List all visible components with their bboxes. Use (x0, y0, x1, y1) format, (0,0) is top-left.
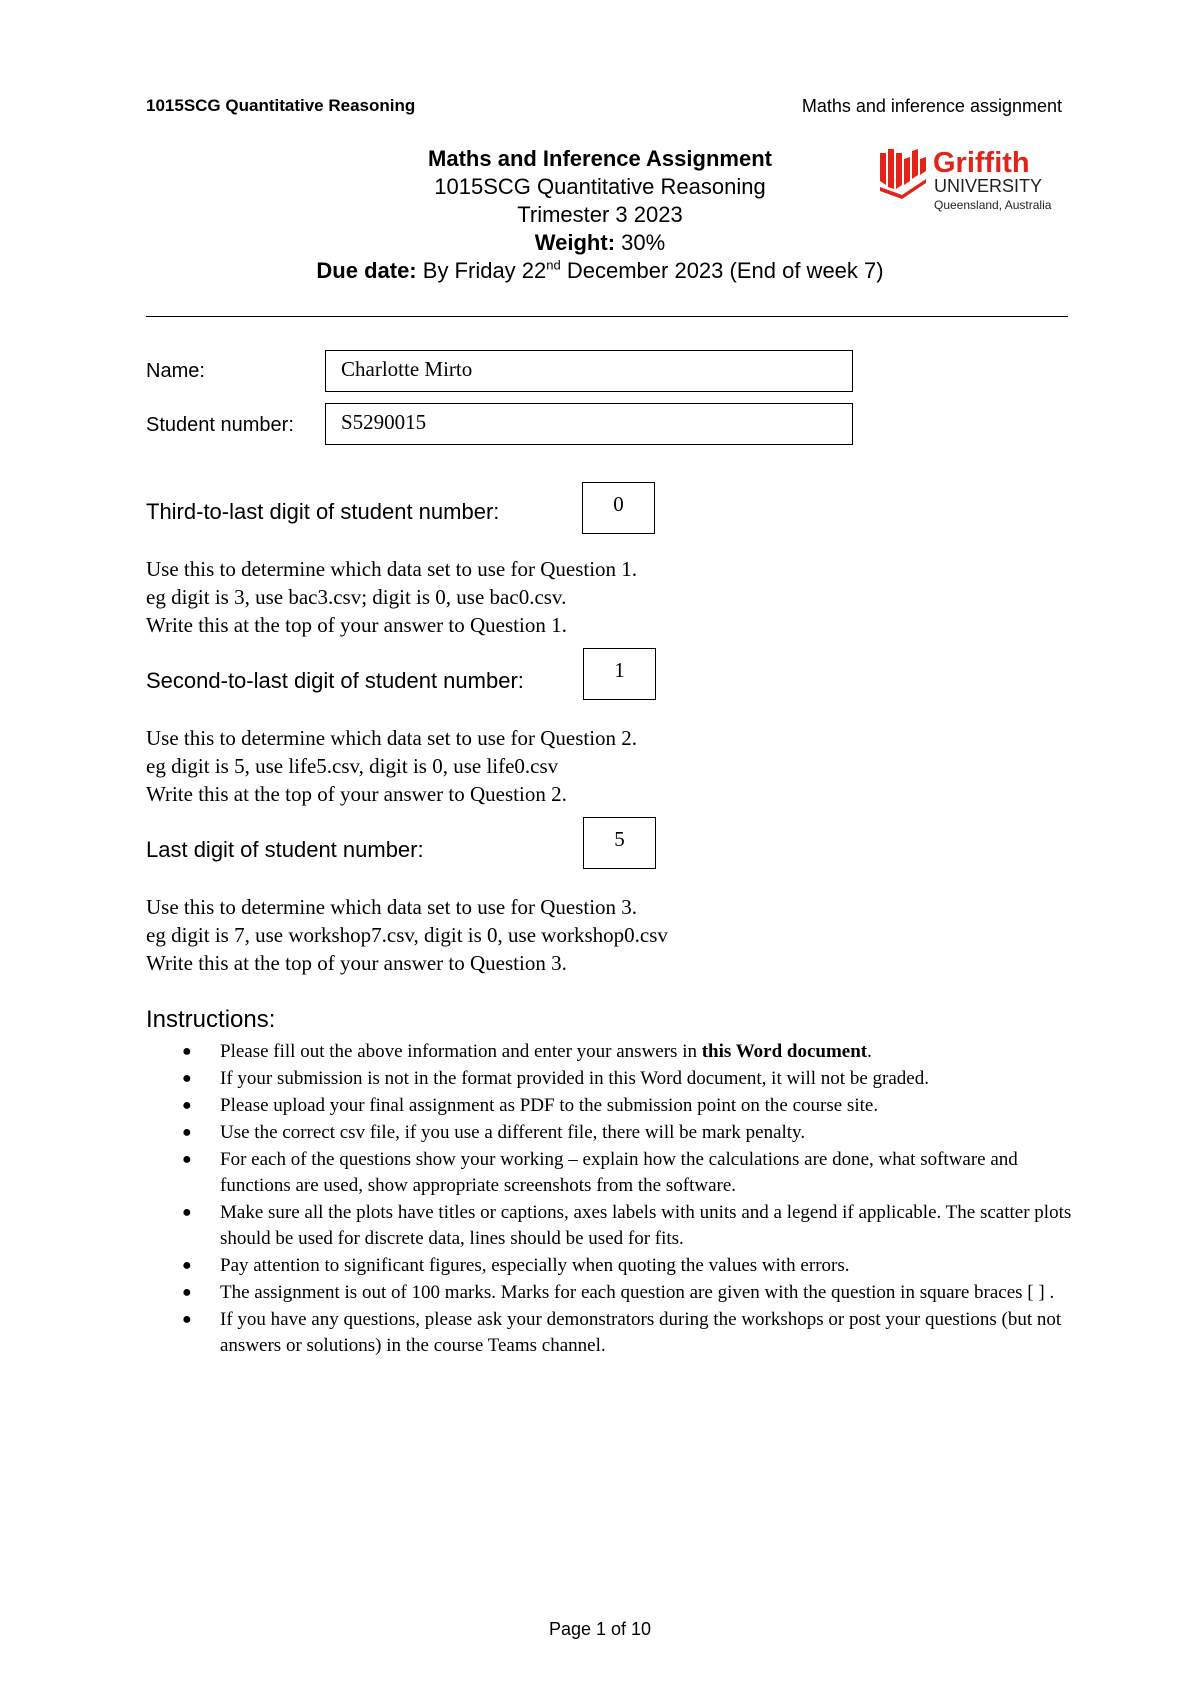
digit3-instructions (146, 893, 668, 977)
bullet-icon: ● (182, 1124, 192, 1141)
due-prefix: By Friday 22 (422, 258, 547, 283)
bullet-icon: ● (182, 1043, 192, 1060)
bullet-icon: ● (182, 1311, 192, 1328)
last-digit-box[interactable]: 5 (583, 817, 656, 869)
list-item (182, 1253, 1072, 1279)
digit1-line: eg digit is 3, use bac3.csv; digit is 0, use bac0.csv. (146, 585, 567, 609)
digit1-instructions (146, 555, 637, 639)
instructions-title: Instructions: (146, 1006, 276, 1033)
weight-label: Weight: (534, 230, 616, 255)
digit2-line: eg digit is 5, use life5.csv, digit is 0, use life0.csv (146, 754, 559, 778)
list-item (182, 1039, 1072, 1065)
list-item (182, 1147, 1072, 1199)
list-item-text: Please upload your final assignment as PDF to the submission point on the course site. (220, 1095, 879, 1116)
page-footer: Page 1 of 10 (548, 1619, 652, 1639)
due-sup: nd (546, 257, 561, 273)
list-item (182, 1120, 1072, 1146)
logo-place: Queensland, Australia (934, 198, 1052, 212)
third-to-last-digit-label: Third-to-last digit of student number: (146, 499, 500, 524)
bullet-icon: ● (182, 1070, 192, 1087)
weight-line (146, 229, 1054, 257)
weight-value: 30% (621, 230, 666, 255)
course-name: 1015SCG Quantitative Reasoning (434, 174, 766, 199)
list-item-text: If you have any questions, please ask your demonstrators during the workshops or post your questions (but not answers or solutions) in the course Teams channel. (220, 1309, 1062, 1356)
digit1-line: Write this at the top of your answer to Question 1. (146, 613, 567, 637)
bullet-icon: ● (182, 1284, 192, 1301)
trimester: Trimester 3 2023 (517, 202, 683, 227)
list-item-text: For each of the questions show your working – explain how the calculations are done, what software and functions are used, show appropriate screenshots from the software. (220, 1149, 1018, 1196)
list-item (182, 1066, 1072, 1092)
list-item-text: Pay attention to significant figures, especially when quoting the values with errors. (220, 1255, 850, 1276)
bullet-icon: ● (182, 1151, 192, 1168)
last-digit-label: Last digit of student number: (146, 837, 424, 862)
due-label: Due date: (316, 258, 417, 283)
griffith-logo (878, 145, 1060, 217)
third-to-last-digit-box[interactable]: 0 (582, 482, 655, 534)
list-item-text: Use the correct csv file, if you use a different file, there will be mark penalty. (220, 1122, 806, 1143)
second-to-last-digit-box[interactable]: 1 (583, 648, 656, 700)
digit2-line: Write this at the top of your answer to Question 2. (146, 782, 567, 806)
name-field[interactable]: Charlotte Mirto (325, 350, 853, 392)
digit3-line: eg digit is 7, use workshop7.csv, digit is 0, use workshop0.csv (146, 923, 668, 947)
griffith-logo-icon (878, 145, 1060, 217)
header-left: 1015SCG Quantitative Reasoning (146, 96, 416, 115)
list-item (182, 1093, 1072, 1119)
due-suffix: December 2023 (End of week 7) (566, 258, 884, 283)
digit3-line: Use this to determine which data set to use for Question 3. (146, 895, 638, 919)
document-title: Maths and Inference Assignment (428, 146, 772, 171)
bullet-icon: ● (182, 1204, 192, 1221)
bullet-icon: ● (182, 1257, 192, 1274)
digit2-instructions (146, 724, 637, 808)
second-to-last-digit-label: Second-to-last digit of student number: (146, 668, 524, 693)
logo-name: Griffith (933, 147, 1030, 179)
header-right: Maths and inference assignment (801, 96, 1062, 116)
student-number-label: Student number: (146, 414, 294, 436)
bullet-icon: ● (182, 1097, 192, 1114)
list-item-text: . (867, 1041, 872, 1062)
header-divider (146, 316, 1068, 317)
digit3-line: Write this at the top of your answer to Question 3. (146, 951, 567, 975)
name-label: Name: (146, 360, 205, 382)
list-item-bold: this Word document (701, 1041, 868, 1062)
list-item (182, 1307, 1072, 1359)
instructions-list (182, 1039, 1072, 1360)
due-date-line (146, 257, 1054, 285)
list-item (182, 1200, 1072, 1252)
list-item-text: The assignment is out of 100 marks. Marks for each question are given with the question in square braces [ ] . (220, 1282, 1055, 1303)
digit1-line: Use this to determine which data set to use for Question 1. (146, 557, 638, 581)
student-number-field[interactable]: S5290015 (325, 403, 853, 445)
list-item-text: Make sure all the plots have titles or captions, axes labels with units and a legend if applicable. The scatter plots should be used for discrete data, lines should be used for fits. (220, 1202, 1072, 1249)
digit2-line: Use this to determine which data set to use for Question 2. (146, 726, 638, 750)
list-item-text: Please fill out the above information and enter your answers in (220, 1041, 697, 1062)
logo-sub: UNIVERSITY (934, 176, 1043, 196)
list-item (182, 1280, 1072, 1306)
list-item-text: If your submission is not in the format provided in this Word document, it will not be graded. (220, 1068, 929, 1089)
